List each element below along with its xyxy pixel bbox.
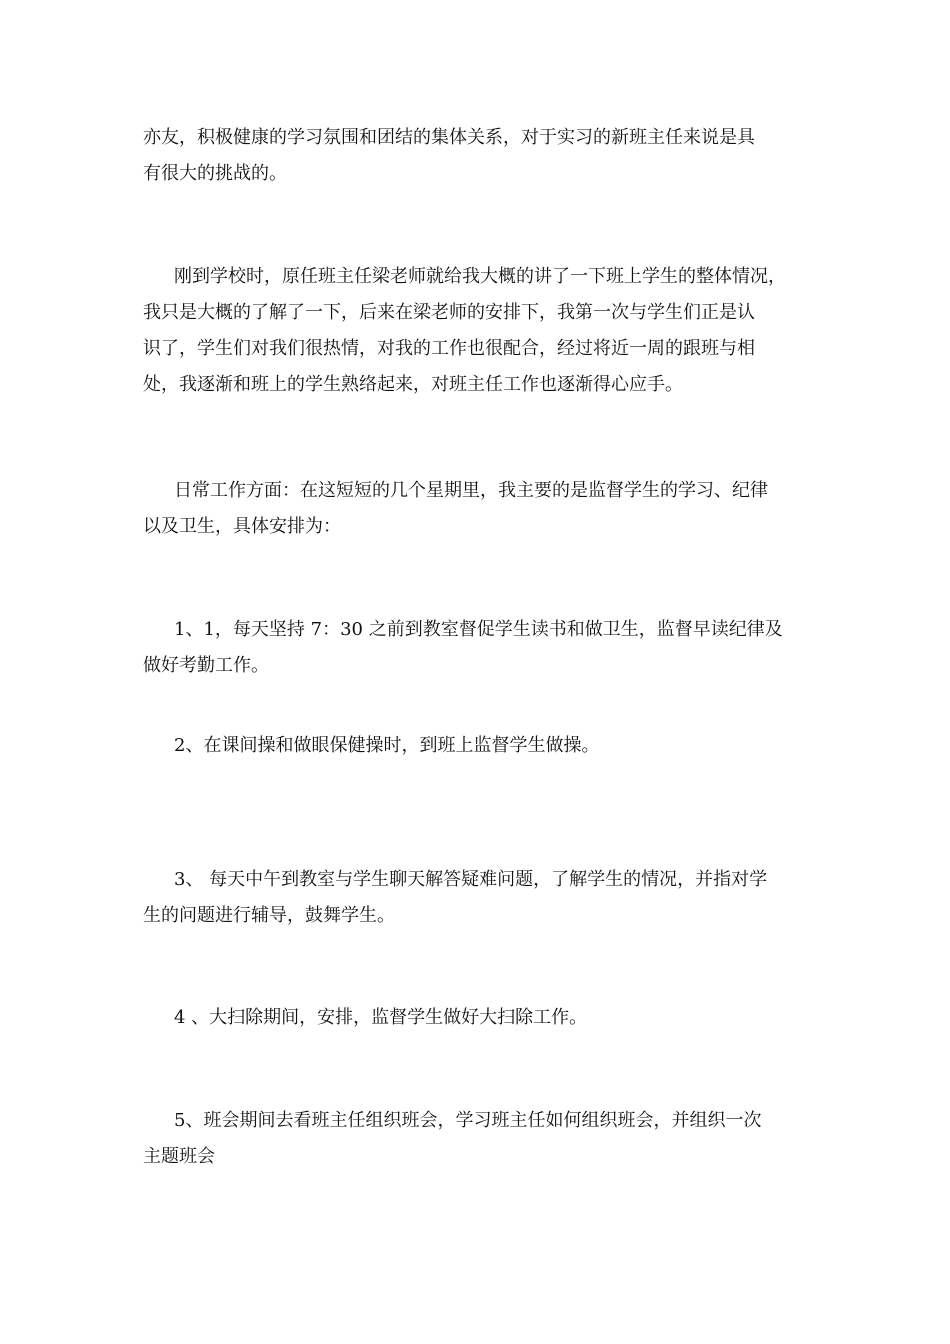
- text-line: 生的问题进行辅导，鼓舞学生。: [143, 905, 395, 926]
- text-line: 日常工作方面：在这短短的几个星期里，我主要的是监督学生的学习、纪律: [174, 480, 768, 501]
- text-line: 识了，学生们对我们很热情，对我的工作也很配合，经过将近一周的跟班与相: [143, 338, 755, 359]
- list-item-1: [143, 612, 811, 684]
- text-line: 4 、大扫除期间，安排，监督学生做好大扫除工作。: [174, 1007, 588, 1028]
- first-line-wrapper: [143, 259, 811, 295]
- text-line: 我只是大概的了解了一下，后来在梁老师的安排下，我第一次与学生们正是认: [143, 302, 755, 323]
- first-line-wrapper: [143, 1103, 811, 1139]
- paragraph-daily-work: [143, 473, 811, 545]
- list-item-5: [143, 1103, 811, 1175]
- first-line-wrapper: [143, 862, 811, 898]
- first-line-wrapper: [143, 1000, 811, 1036]
- paragraph-arrival: [143, 259, 811, 403]
- text-line: 1、1，每天坚持 7：30 之前到教室督促学生读书和做卫生，监督早读纪律及: [174, 619, 783, 640]
- text-line: 3、 每天中午到教室与学生聊天解答疑难问题，了解学生的情况，并指对学: [174, 869, 768, 890]
- text-line: 5、班会期间去看班主任组织班会，学习班主任如何组织班会，并组织一次: [174, 1110, 762, 1131]
- first-line-wrapper: [143, 473, 811, 509]
- text-line: 主题班会: [143, 1146, 215, 1167]
- list-item-4: [143, 1000, 811, 1036]
- text-line: 2、在课间操和做眼保健操时，到班上监督学生做操。: [174, 735, 600, 756]
- list-item-3: [143, 862, 811, 934]
- list-item-2: [143, 728, 811, 764]
- first-line-wrapper: [143, 612, 811, 648]
- text-line: 做好考勤工作。: [143, 655, 269, 676]
- text-line: 处，我逐渐和班上的学生熟络起来，对班主任工作也逐渐得心应手。: [143, 374, 683, 395]
- paragraph-closing-challenge: [143, 120, 811, 192]
- text-line: 亦友，积极健康的学习氛围和团结的集体关系，对于实习的新班主任来说是具: [143, 127, 755, 148]
- first-line-wrapper: [143, 728, 811, 764]
- text-line: 刚到学校时，原任班主任梁老师就给我大概的讲了一下班上学生的整体情况，: [174, 266, 786, 287]
- text-line: 以及卫生，具体安排为：: [143, 516, 341, 537]
- text-line: 有很大的挑战的。: [143, 163, 287, 184]
